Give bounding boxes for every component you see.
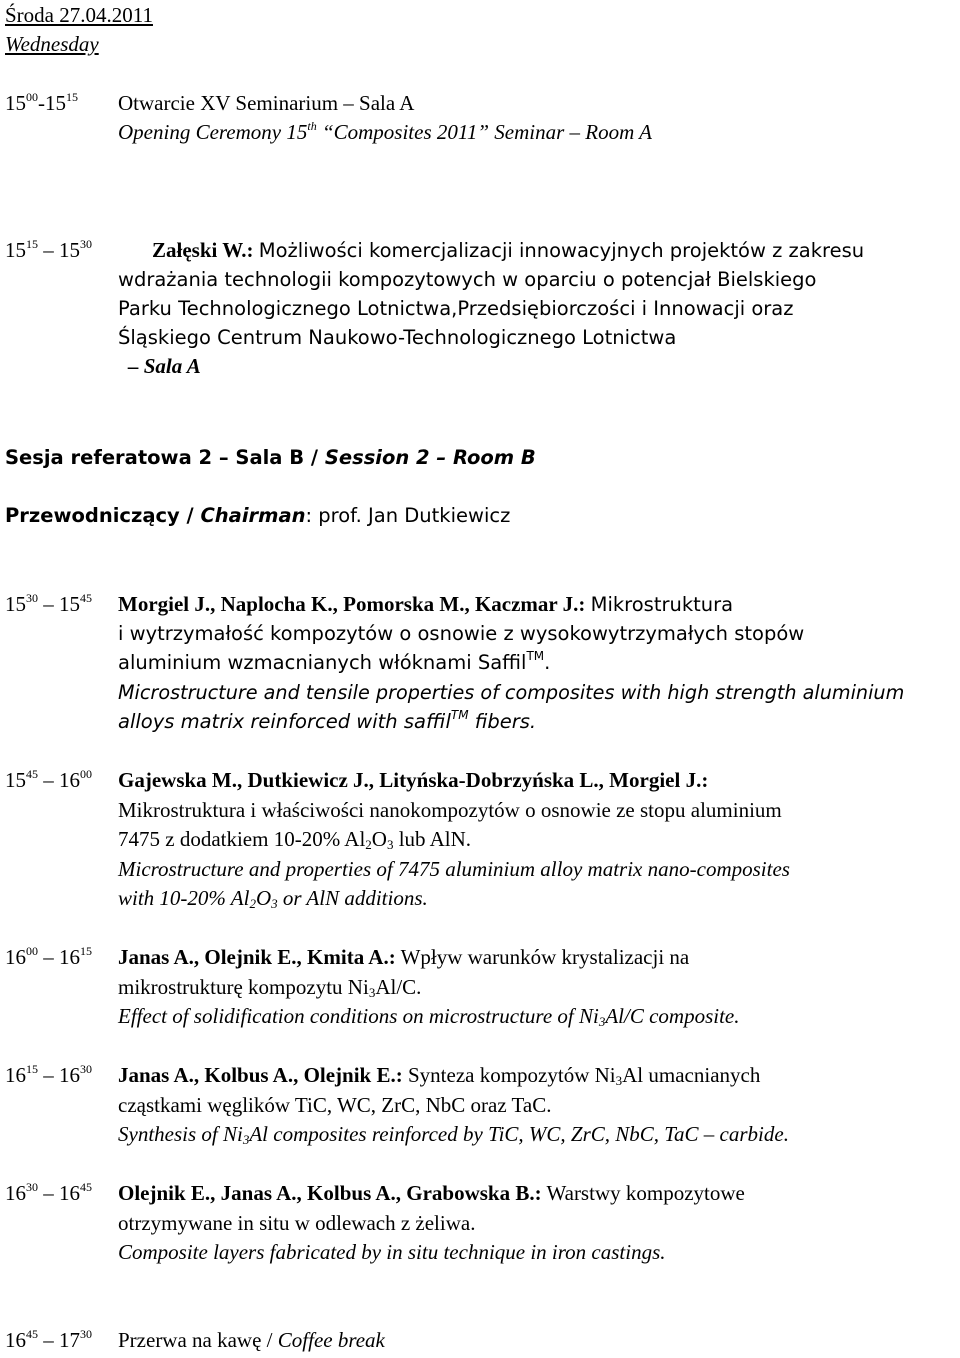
olejnik-pl-2: otrzymywane in situ w odlewach z żeliwa. — [118, 1211, 476, 1235]
zaleski-line-4: Śląskiego Centrum Naukowo-Technologicznego Lotnictwa — [118, 326, 677, 349]
opening-time: $15^{00}-15^{15}$ — [5, 90, 78, 115]
session-title: Sesja referatowa 2 – Sala B / Session 2 – Room B — [5, 446, 536, 469]
gajewska-pl-2: 7475 z dodatkiem 10-20% $Al_2O_3$ lub AlN. — [118, 827, 472, 852]
zaleski-entry-line-1: Załęski W.: Możliwości komercjalizacji innowacyjnych projektów z zakresu — [152, 238, 865, 262]
janas2-time: $16^{15} - 16^{30}$ — [5, 1062, 92, 1087]
morgiel-line-1: Morgiel J., Naplocha K., Pomorska M., Kaczmar J.: Mikrostruktura — [118, 592, 734, 616]
janas2-authors: Janas A., Kolbus A., Olejnik E.: — [118, 1063, 403, 1087]
janas1-time: $16^{00} - 16^{15}$ — [5, 944, 92, 969]
zaleski-author: Załęski W.: — [152, 238, 254, 262]
janas1-pl-2: mikrostrukturę kompozytu $Ni_3Al/C$. — [118, 975, 422, 1000]
zaleski-time: $15^{15} - 15^{30}$ — [5, 237, 92, 262]
morgiel-pl-3: aluminium wzmacnianych włóknami Saffil™. — [118, 649, 551, 674]
olejnik-line-1: Olejnik E., Janas A., Kolbus A., Grabowska B.: Warstwy kompozytowe — [118, 1181, 745, 1205]
coffee-break: Przerwa na kawę / Coffee break — [118, 1328, 385, 1352]
gajewska-en-1: Microstructure and properties of 7475 aluminium alloy matrix nano-composites — [118, 857, 790, 881]
morgiel-time: $15^{30} - 15^{45}$ — [5, 591, 92, 616]
morgiel-authors: Morgiel J., Naplocha K., Pomorska M., Kaczmar J.: — [118, 592, 586, 616]
morgiel-en-2: alloys matrix reinforced with saffil™ fibers. — [118, 708, 537, 733]
morgiel-pl-2: i wytrzymałość kompozytów o osnowie z wysokowytrzymałych stopów — [118, 622, 805, 645]
zaleski-line-3: Parku Technologicznego Lotnictwa,Przedsiębiorczości i Innowacji oraz — [118, 297, 794, 320]
janas1-line-1: Janas A., Olejnik E., Kmita A.: Wpływ warunków krystalizacji na — [118, 945, 690, 969]
janas2-pl-2: cząstkami węglików TiC, WC, ZrC, NbC oraz TaC. — [118, 1093, 552, 1117]
janas2-en-1: Synthesis of $Ni_3Al$ composites reinforced by TiC, WC, ZrC, NbC, TaC – carbide. — [118, 1122, 789, 1147]
session-chair: Przewodniczący / Chairman: prof. Jan Dutkiewicz — [5, 504, 511, 527]
janas2-line-1: Janas A., Kolbus A., Olejnik E.: Synteza kompozytów $Ni_3Al$ umacnianych — [118, 1063, 761, 1088]
gajewska-authors: Gajewska M., Dutkiewicz J., Lityńska-Dobrzyńska L., Morgiel J.: — [118, 768, 709, 792]
opening-title-pl: Otwarcie XV Seminarium – Sala A — [118, 91, 415, 115]
janas1-en-1: Effect of solidification conditions on microstructure of $Ni_3Al/C$ composite. — [118, 1004, 740, 1029]
gajewska-time: $15^{45} - 16^{00}$ — [5, 767, 92, 792]
zaleski-line-2: wdrażania technologii kompozytowych w oparciu o potencjał Bielskiego — [118, 268, 817, 291]
olejnik-authors: Olejnik E., Janas A., Kolbus A., Grabowska B.: — [118, 1181, 542, 1205]
zaleski-room: – Sala A — [128, 354, 201, 378]
olejnik-time: $16^{30} - 16^{45}$ — [5, 1180, 92, 1205]
opening-title-en: Opening Ceremony 15th “Composites 2011” Seminar – Room A — [118, 119, 652, 144]
date-english: Wednesday — [5, 32, 99, 56]
date-polish: Środa 27.04.2011 — [5, 3, 153, 27]
olejnik-en-1: Composite layers fabricated by in situ technique in iron castings. — [118, 1240, 666, 1264]
coffee-time: $16^{45} - 17^{30}$ — [5, 1327, 92, 1352]
janas1-authors: Janas A., Olejnik E., Kmita A.: — [118, 945, 396, 969]
gajewska-pl-1: Mikrostruktura i właściwości nanokompozytów o osnowie ze stopu aluminium — [118, 798, 782, 822]
morgiel-en-1: Microstructure and tensile properties of composites with high strength aluminium — [118, 681, 905, 704]
gajewska-en-2: with 10-20% $Al_2O_3$ or AlN additions. — [118, 886, 428, 911]
